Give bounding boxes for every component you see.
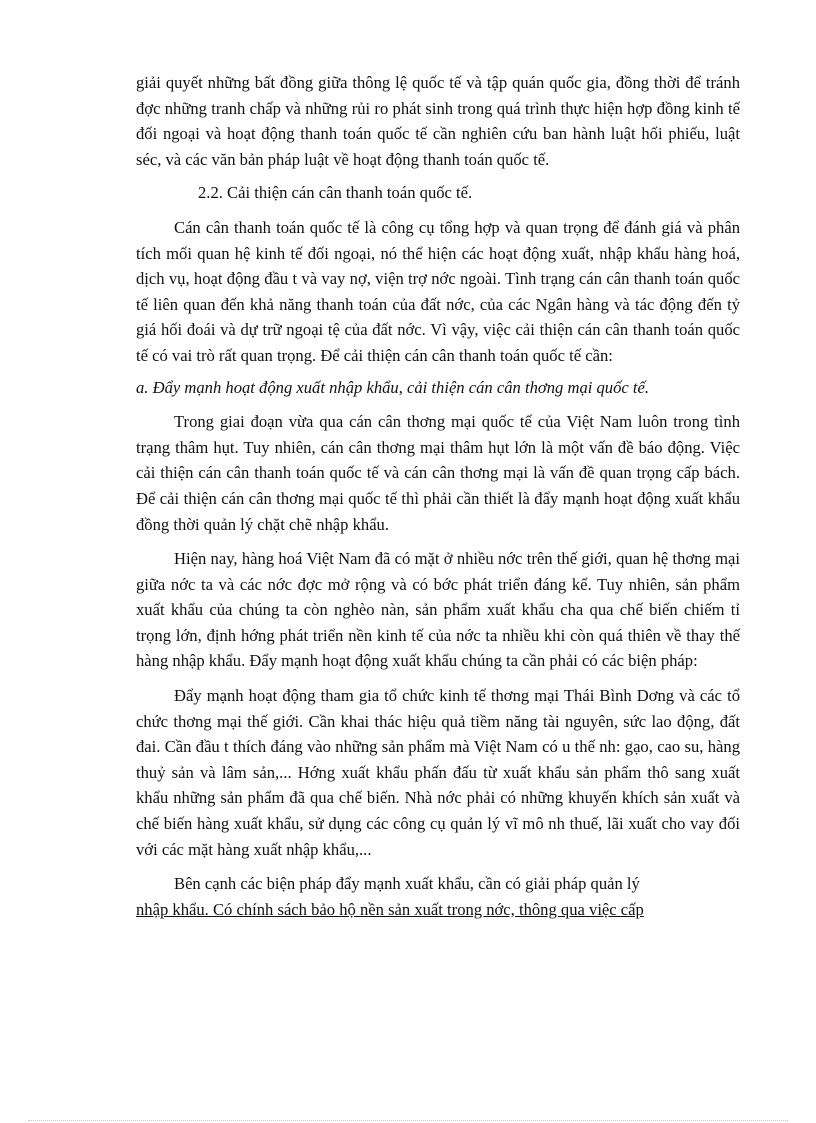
document-page	[136, 70, 740, 922]
paragraph-export-measures: Đẩy mạnh hoạt động tham gia tổ chức kinh tế thơng mại Thái Bình Dơng và các tổ chức thơng mại thế giới. Cần khai thác hiệu quả tiềm năng tài nguyên, sức lao động, đất đai. Cần đầu t thích đáng vào những sản phẩm mà Việt Nam có u thế nh: gạo, cao su, hàng thuỷ sản và lâm sản,... Hớng xuất khẩu phấn đấu từ xuất khẩu sản phẩm thô sang xuất khẩu những sản phẩm đã qua chế biến. Nhà nớc phải có những khuyến khích sản xuất và chế biến hàng xuất khẩu, sử dụng các công cụ quản lý vĩ mô nh thuế, lãi xuất cho vay đối với các mặt hàng xuất nhập khẩu,...	[136, 686, 740, 859]
paragraph-intro-continuation: giải quyết những bất đồng giữa thông lệ quốc tế và tập quán quốc gia, đồng thời để tránh đợc những tranh chấp và những rủi ro phát sinh trong quá trình thực hiện hợp đồng kinh tế đối ngoại và hoạt động thanh toán quốc tế cần nghiên cứu ban hành luật hối phiếu, luật séc, và các văn bản pháp luật về hoạt động thanh toán quốc tế.	[136, 73, 740, 169]
paragraph-trade-deficit: Trong giai đoạn vừa qua cán cân thơng mại quốc tế của Việt Nam luôn trong tình trạng thâm hụt. Tuy nhiên, cán cân thơng mại thâm hụt lớn là một vấn đề báo động. Việc cải thiện cán cân thanh toán quốc tế và cán cân thơng mại là vấn đề quan trọng cấp bách. Để cải thiện cán cân thơng mại quốc tế thì phải cần thiết là đẩy mạnh hoạt động xuất khẩu đồng thời quản lý chặt chẽ nhập khẩu.	[136, 412, 740, 534]
paragraph-import-management: Bên cạnh các biện pháp đẩy mạnh xuất khẩu, cần có giải pháp quản lý	[174, 874, 640, 894]
paragraph-current-exports: Hiện nay, hàng hoá Việt Nam đã có mặt ở nhiều nớc trên thế giới, quan hệ thơng mại giữa nớc ta và các nớc đợc mở rộng và có bớc phát triển đáng kể. Tuy nhiên, sản phẩm xuất khẩu của chúng ta còn nghèo nàn, sản phẩm xuất khẩu cha qua chế biến chiếm tỉ trọng lớn, định hớng phát triển nền kinh tế của nớc ta nhiều khi còn quá thiên về thay thế hàng nhập khẩu. Đẩy mạnh hoạt động xuất khẩu chúng ta cần phải có các biện pháp:	[136, 549, 740, 671]
paragraph-import-management-underlined-line: nhập khẩu. Có chính sách bảo hộ nền sản xuất trong nớc, thông qua việc cấp	[136, 899, 644, 919]
subheading-a: a. Đẩy mạnh hoạt động xuất nhập khẩu, cải thiện cán cân thơng mại quốc tế.	[136, 377, 650, 397]
page-bottom-dotted-rule	[28, 1120, 788, 1121]
paragraph-balance-of-payments: Cán cân thanh toán quốc tế là công cụ tổng hợp và quan trọng để đánh giá và phân tích mối quan hệ kinh tế đối ngoại, nó thể hiện các hoạt động xuất, nhập khẩu hàng hoá, dịch vụ, hoạt động đầu t và vay nợ, viện trợ nớc ngoài. Tình trạng cán cân thanh toán quốc tế liên quan đến khả năng thanh toán của đất nớc, của các Ngân hàng và tác động đến tỷ giá hối đoái và dự trữ ngoại tệ của đất nớc. Vì vậy, việc cải thiện cán cân thanh toán quốc tế có vai trò rất quan trọng. Để cải thiện cán cân thanh toán quốc tế cần:	[136, 217, 740, 365]
section-heading-2-2: 2.2. Cải thiện cán cân thanh toán quốc tế.	[198, 183, 473, 203]
